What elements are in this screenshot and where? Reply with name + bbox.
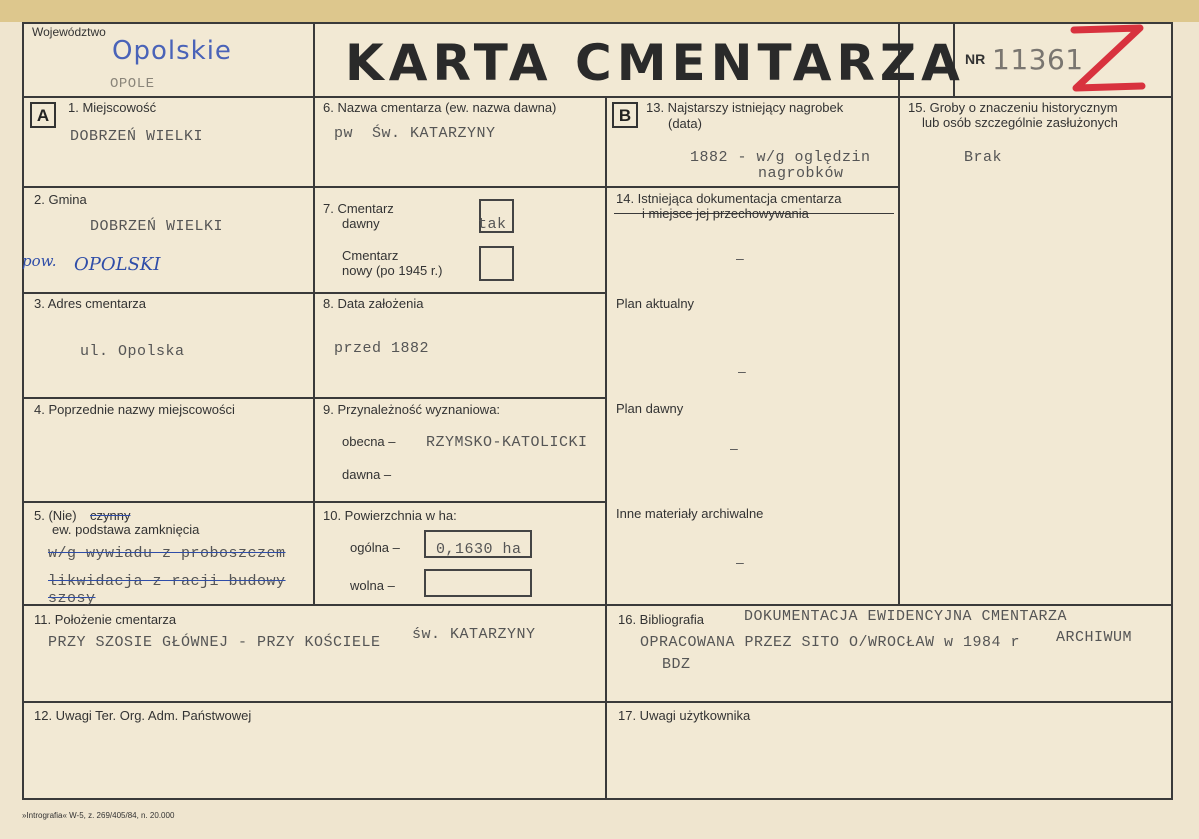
- field-5-line1: w/g wywiadu z proboszczem: [48, 545, 286, 562]
- field-13-label-date: (data): [668, 116, 702, 131]
- field-2-hand-prefix: pow.: [22, 252, 57, 270]
- voivodeship-label: Województwo: [32, 25, 106, 39]
- field-2-hand-value: OPOLSKI: [74, 254, 161, 275]
- inne-materialy-dash: –: [736, 554, 744, 570]
- plan-dawny-label: Plan dawny: [616, 401, 684, 416]
- ogolna-value: 0,1630 ha: [436, 541, 522, 558]
- wolna-label: wolna –: [350, 578, 395, 593]
- field-1-label: 1. Miejscowość: [68, 100, 157, 115]
- field-16-line2: OPRACOWANA PRZEZ SITO O/WROCŁAW w 1984 r: [640, 634, 1021, 651]
- wolna-box[interactable]: [424, 569, 532, 597]
- field-13-label: 13. Najstarszy istniejący nagrobek: [646, 100, 844, 115]
- field-5-label-czynny: czynny: [90, 508, 131, 523]
- field-14-dash: –: [736, 250, 744, 266]
- field-13-value-line1: 1882 - w/g oględzin: [690, 149, 871, 166]
- nowy-checkbox[interactable]: [479, 246, 514, 281]
- divider: [22, 701, 1173, 703]
- dawny-value: tak: [478, 216, 507, 233]
- obecna-label: obecna –: [342, 434, 396, 449]
- field-15-value: Brak: [964, 149, 1003, 166]
- field-6-label: 6. Nazwa cmentarza (ew. nazwa dawna): [323, 100, 557, 115]
- field-8-label: 8. Data założenia: [323, 296, 424, 311]
- dawna-label: dawna –: [342, 467, 392, 482]
- top-strip: [0, 0, 1199, 22]
- field-12-label: 12. Uwagi Ter. Org. Adm. Państwowej: [34, 708, 252, 723]
- field-11-value: PRZY SZOSIE GŁÓWNEJ - PRZY KOŚCIELE: [48, 634, 381, 651]
- field-14-label: 14. Istniejąca dokumentacja cmentarza: [616, 191, 842, 206]
- divider: [22, 96, 1173, 98]
- field-7-dawny-label: dawny: [342, 216, 380, 231]
- field-1-value: DOBRZEŃ WIELKI: [70, 128, 204, 145]
- voivodeship-stamp: Opolskie: [112, 36, 232, 66]
- field-5-line3: szosy: [48, 590, 96, 607]
- field-11-label: 11. Położenie cmentarza: [34, 612, 177, 627]
- plan-aktualny-label: Plan aktualny: [616, 296, 695, 311]
- field-6-value: pw Św. KATARZYNY: [334, 125, 496, 142]
- divider: [313, 22, 315, 605]
- field-16-label: 16. Bibliografia: [618, 612, 704, 627]
- field-15-label: 15. Groby o znaczeniu historycznym: [908, 100, 1118, 115]
- field-8-value: przed 1882: [334, 340, 430, 357]
- plan-aktualny-dash: –: [738, 363, 746, 379]
- field-16-line3: BDZ: [662, 656, 691, 673]
- field-2-label: 2. Gmina: [34, 192, 87, 207]
- divider: [605, 96, 607, 800]
- divider: [898, 22, 900, 605]
- z-mark-icon: [1068, 24, 1146, 94]
- field-7-nowy-label1: Cmentarz: [342, 248, 399, 263]
- page-title: KARTA CMENTARZA: [345, 34, 965, 92]
- field-16-line1: DOKUMENTACJA EWIDENCYJNA CMENTARZA: [744, 608, 1068, 625]
- ogolna-label: ogólna –: [350, 540, 400, 555]
- voivodeship-sub: OPOLE: [110, 76, 155, 92]
- divider: [22, 604, 1173, 606]
- divider: [22, 186, 898, 188]
- field-5-line2: likwidacja z racji budowy: [48, 573, 286, 590]
- field-11-value-extra: św. KATARZYNY: [412, 626, 536, 643]
- field-5-label-nie: 5. (Nie): [34, 508, 77, 523]
- field-3-value: ul. Opolska: [80, 343, 185, 360]
- field-13-value-line2: nagrobków: [758, 165, 844, 182]
- section-b-tag: B: [612, 102, 638, 128]
- inne-materialy-label: Inne materiały archiwalne: [616, 506, 764, 521]
- field-7-nowy-label2: nowy (po 1945 r.): [342, 263, 443, 278]
- obecna-value: RZYMSKO-KATOLICKI: [426, 434, 588, 451]
- plan-dawny-dash: –: [730, 440, 738, 456]
- field-15-label-line2: lub osób szczególnie zasłużonych: [922, 115, 1118, 130]
- field-2-value: DOBRZEŃ WIELKI: [90, 218, 224, 235]
- nr-value: 11361: [992, 43, 1084, 76]
- field-16-line2-extra: ARCHIWUM: [1056, 629, 1133, 646]
- print-footer: »Intrografia« W-5, z. 269/405/84, n. 20.000: [22, 811, 175, 820]
- field-14-label-line2: i miejsce jej przechowywania: [642, 206, 809, 221]
- field-3-label: 3. Adres cmentarza: [34, 296, 146, 311]
- nr-label: NR: [965, 51, 986, 67]
- field-7-label: 7. Cmentarz: [323, 201, 394, 216]
- field-5-label-line2: ew. podstawa zamknięcia: [52, 522, 200, 537]
- field-10-label: 10. Powierzchnia w ha:: [323, 508, 457, 523]
- field-4-label: 4. Poprzednie nazwy miejscowości: [34, 402, 235, 417]
- section-a-tag: A: [30, 102, 56, 128]
- field-17-label: 17. Uwagi użytkownika: [618, 708, 751, 723]
- field-9-label: 9. Przynależność wyznaniowa:: [323, 402, 501, 417]
